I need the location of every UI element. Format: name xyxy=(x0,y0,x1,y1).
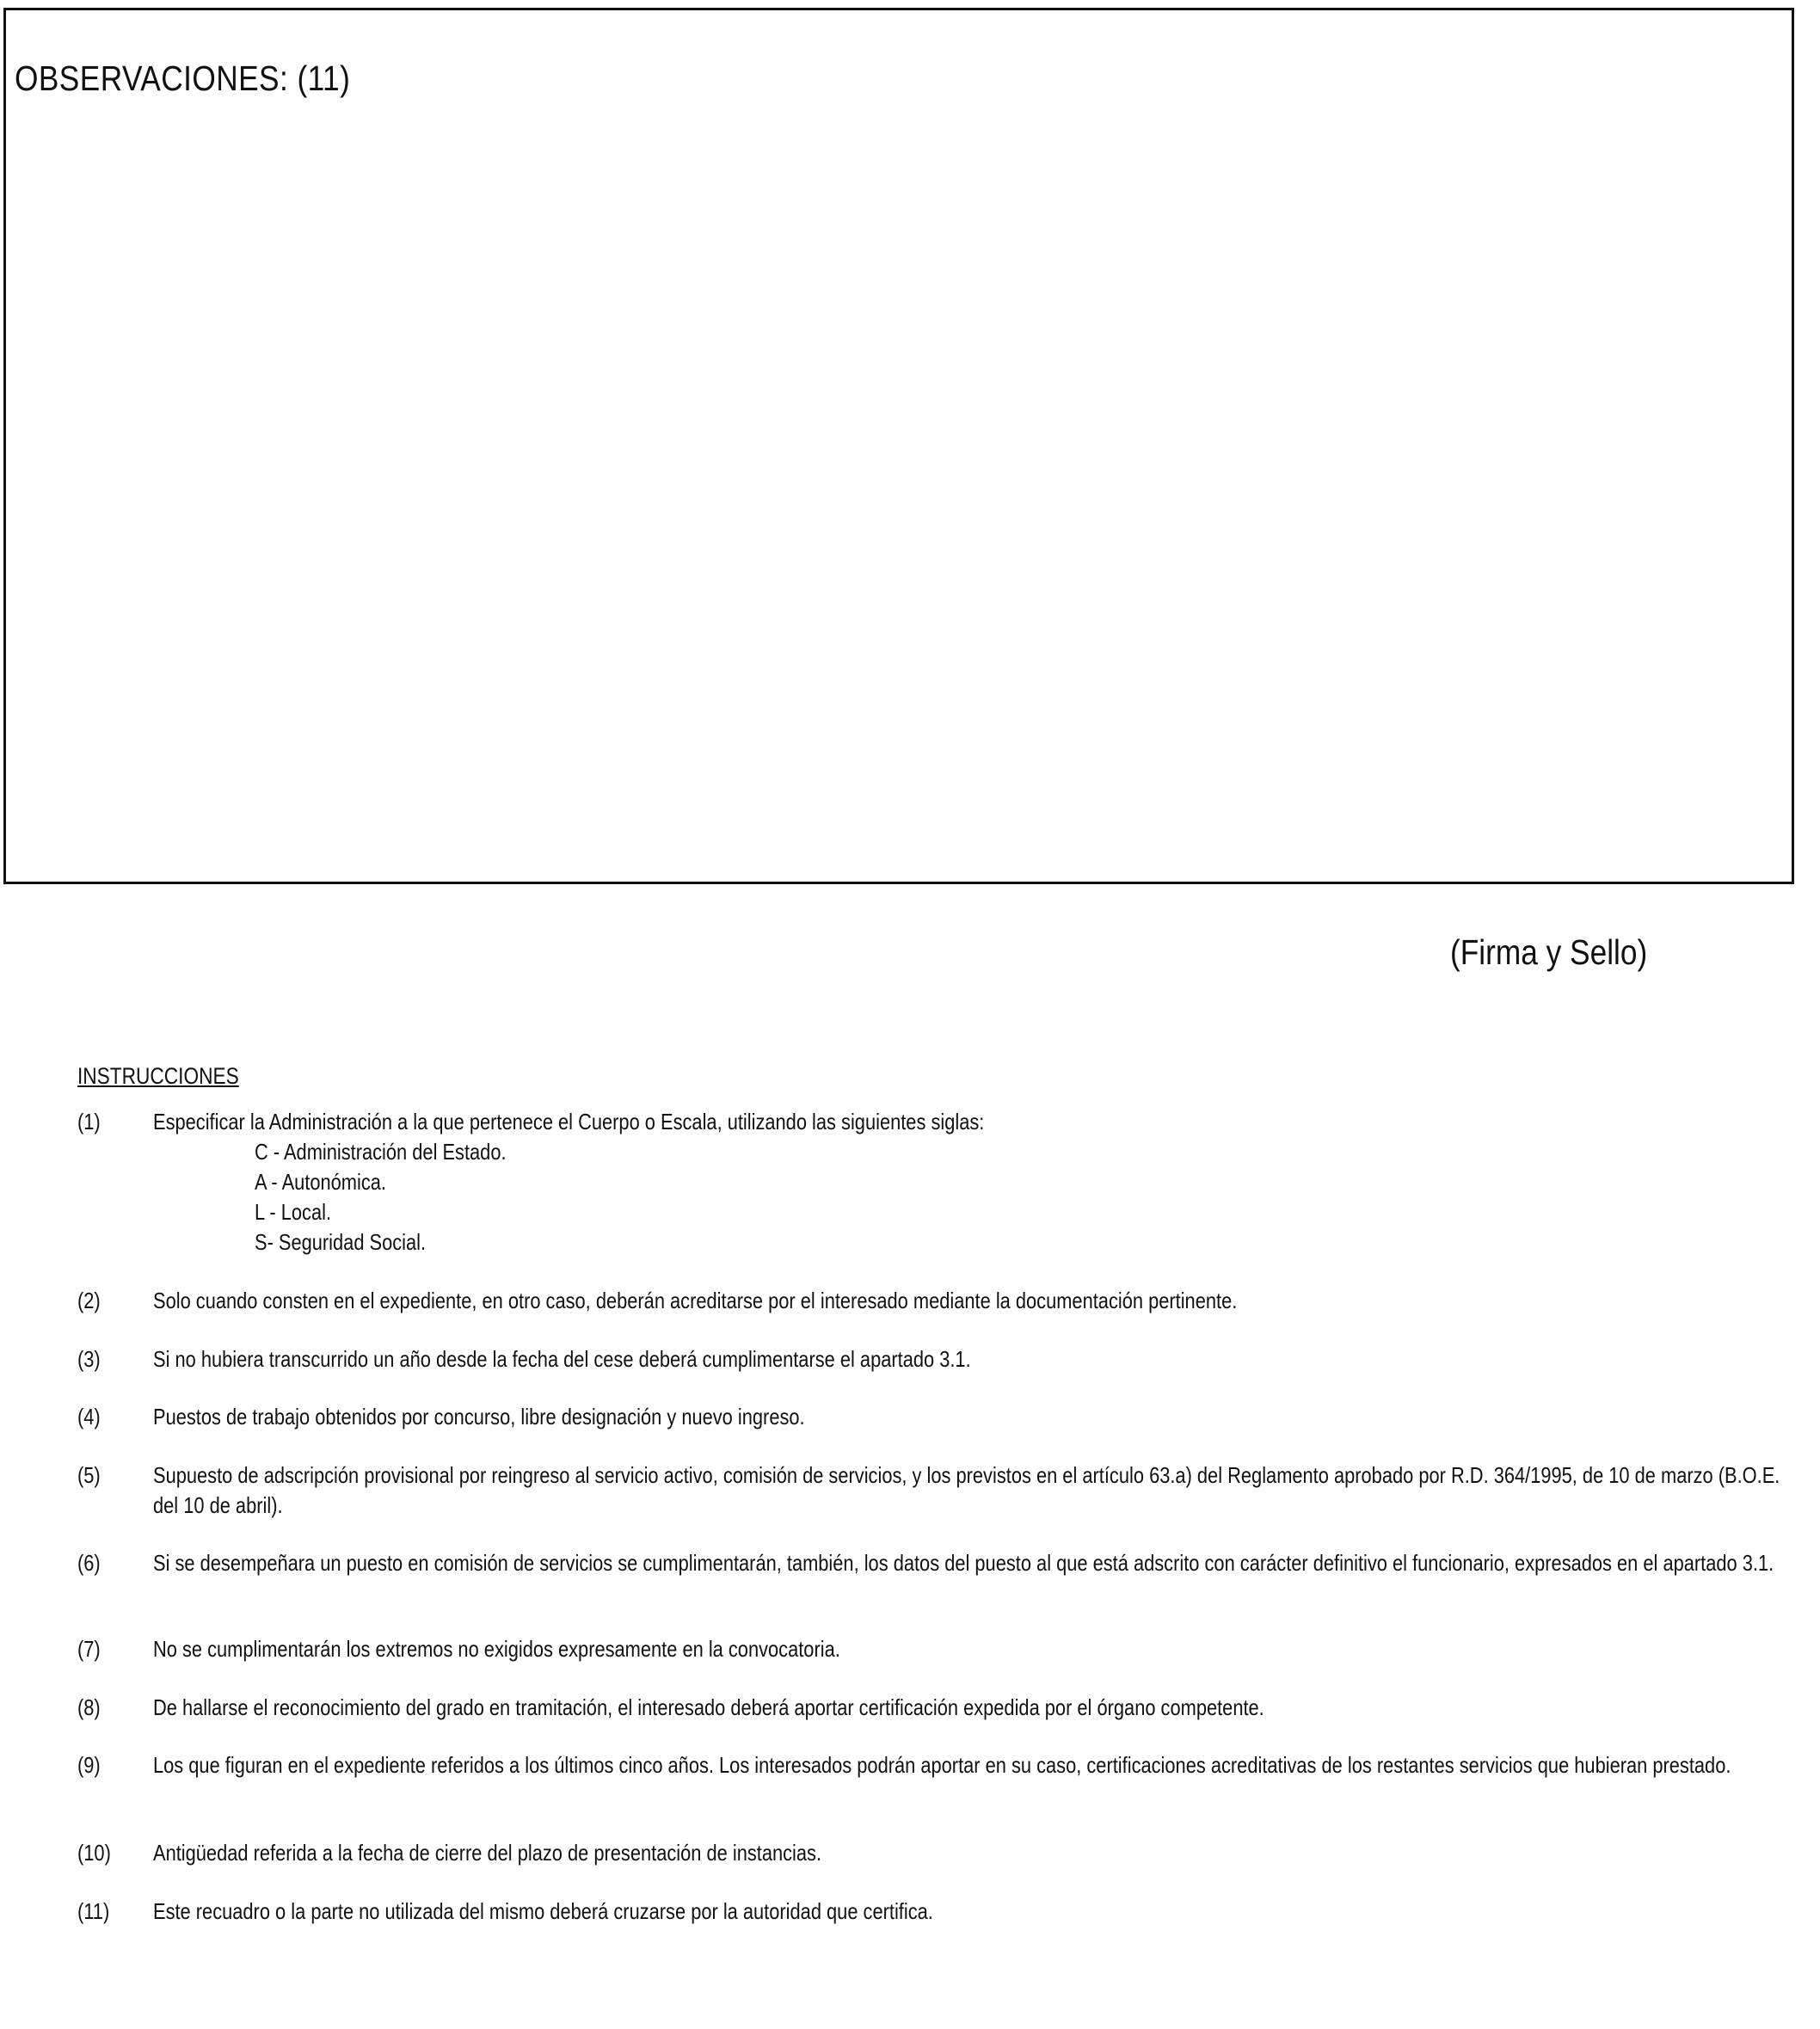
sigla-item: A - Autonómica. xyxy=(255,1169,386,1195)
sigla-item: S- Seguridad Social. xyxy=(255,1229,427,1255)
instruction-number: (6) xyxy=(77,1550,101,1576)
instruction-text: Si no hubiera transcurrido un año desde la fecha del cese deberá cumplimentarse el apartado 3.1. xyxy=(153,1346,971,1372)
instruction-text: Antigüedad referida a la fecha de cierre del plazo de presentación de instancias. xyxy=(153,1840,822,1866)
instruction-text: De hallarse el reconocimiento del grado en tramitación, el interesado deberá aportar certificación expedida por el órgano competente. xyxy=(153,1694,1264,1720)
signature-label: (Firma y Sello) xyxy=(1450,932,1648,972)
instruction-text: Este recuadro o la parte no utilizada del mismo deberá cruzarse por la autoridad que certifica. xyxy=(153,1898,933,1924)
instruction-text: Solo cuando consten en el expediente, en otro caso, deberán acreditarse por el interesado mediante la documentación pertinente. xyxy=(153,1288,1238,1313)
instruction-number: (2) xyxy=(77,1288,101,1313)
instruction-number: (7) xyxy=(77,1636,101,1662)
instruction-text: Supuesto de adscripción provisional por reingreso al servicio activo, comisión de servicios, y los previstos en el artículo 63.a) del Reglamento aprobado por R.D. 364/1995, de 10 de marzo (B.O.E. del 10 de abril). xyxy=(153,1462,1780,1518)
instruction-text: No se cumplimentarán los extremos no exigidos expresamente en la convocatoria. xyxy=(153,1636,840,1662)
instruction-number: (11) xyxy=(77,1898,110,1924)
sigla-item: C - Administración del Estado. xyxy=(255,1139,507,1165)
instruction-text: Especificar la Administración a la que pertenece el Cuerpo o Escala, utilizando las siguientes siglas: xyxy=(153,1109,985,1134)
instruction-number: (5) xyxy=(77,1462,101,1488)
instruction-text: Si se desempeñara un puesto en comisión de servicios se cumplimentarán, también, los datos del puesto al que está adscrito con carácter definitivo el funcionario, expresados en el apartado 3.1. xyxy=(153,1550,1774,1576)
observaciones-box[interactable] xyxy=(3,8,1794,884)
instruction-number: (4) xyxy=(77,1404,101,1430)
instruction-text: Los que figuran en el expediente referidos a los últimos cinco años. Los interesados podrán aportar en su caso, certificaciones acreditativas de los restantes servicios que hubieran prestado. xyxy=(153,1752,1731,1778)
instrucciones-title: INSTRUCCIONES xyxy=(77,1063,239,1089)
observaciones-title: OBSERVACIONES: (11) xyxy=(15,58,351,98)
instruction-number: (8) xyxy=(77,1694,101,1720)
instruction-number: (9) xyxy=(77,1752,101,1778)
instruction-number: (3) xyxy=(77,1346,101,1372)
instruction-text: Puestos de trabajo obtenidos por concurso, libre designación y nuevo ingreso. xyxy=(153,1404,805,1430)
instruction-number: (10) xyxy=(77,1840,111,1866)
instruction-number: (1) xyxy=(77,1109,101,1134)
sigla-item: L - Local. xyxy=(255,1199,332,1225)
